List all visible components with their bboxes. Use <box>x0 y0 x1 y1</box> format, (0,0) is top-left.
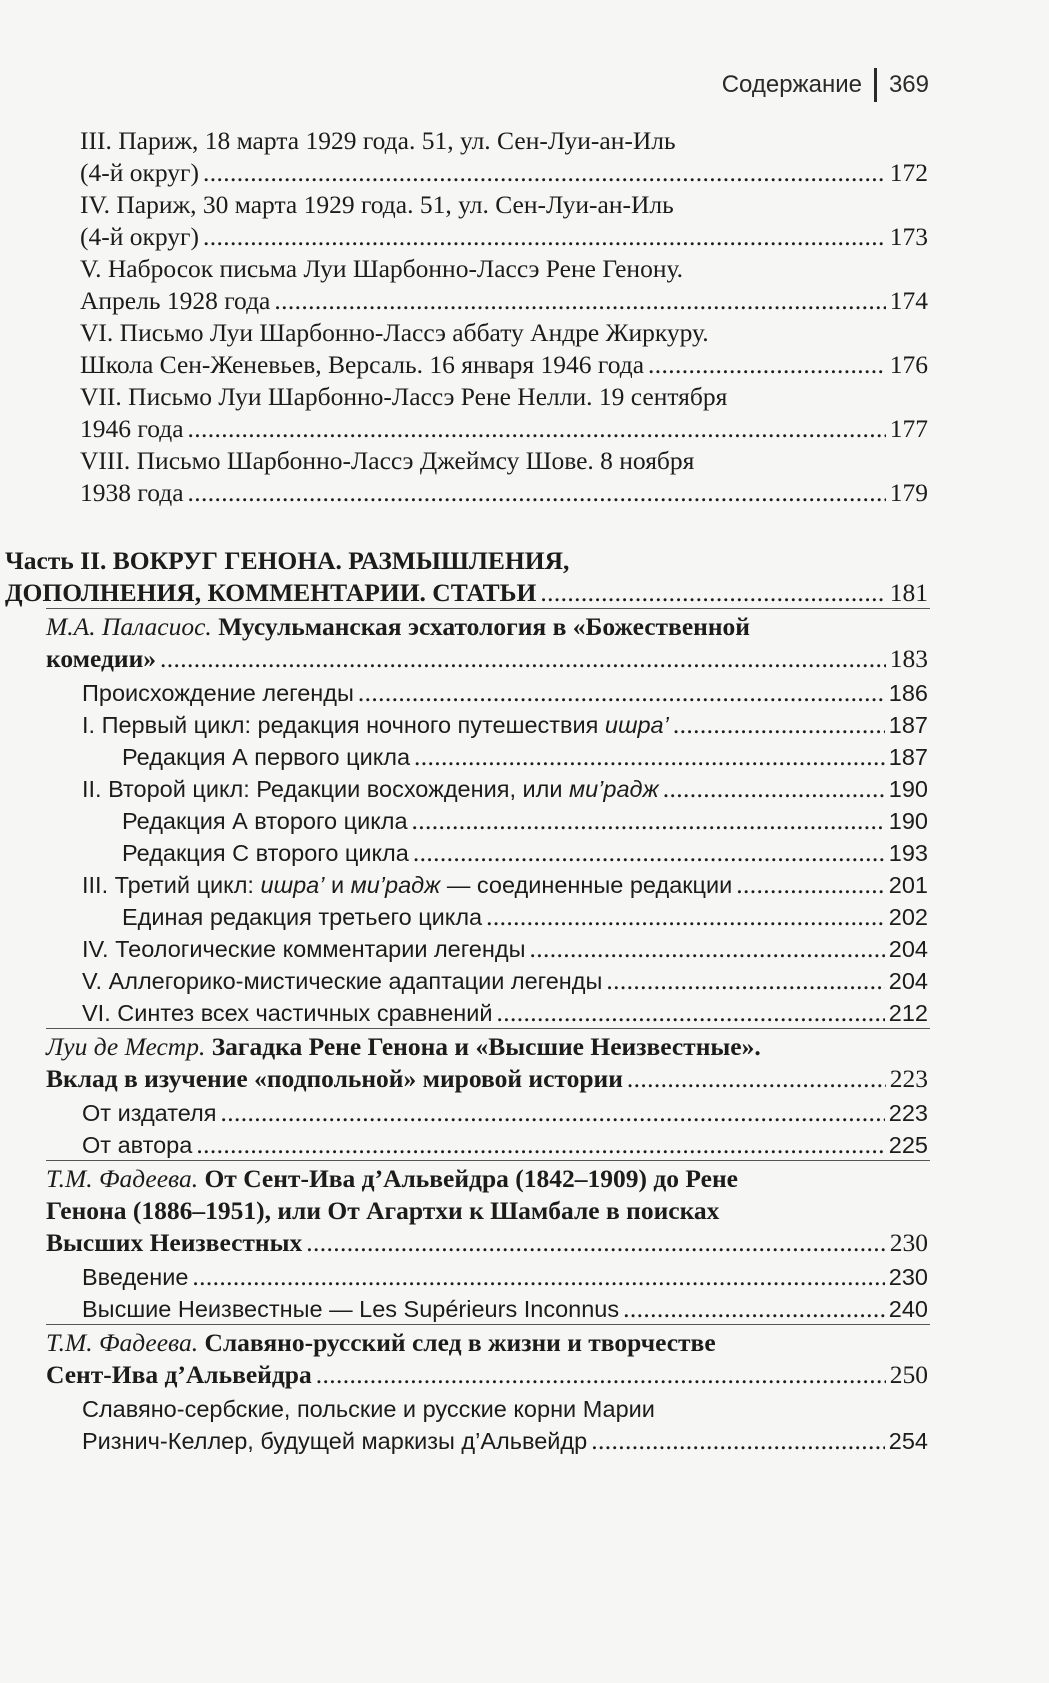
toc-title-text: ДОПОЛНЕНИЯ, КОММЕНТАРИИ. СТАТЬИ <box>5 578 537 607</box>
toc-title-text: V. Набросок письма Луи Шарбонно-Лассэ Рене Генону. <box>80 254 684 283</box>
toc-page-number: 173 <box>889 222 928 251</box>
toc-entry-title <box>46 610 750 644</box>
toc-entry-title <box>82 676 354 710</box>
toc-title-text: Вклад в изучение «подпольной» мировой истории <box>46 1064 623 1093</box>
toc-entry-line[interactable] <box>0 380 1049 414</box>
toc-page-number: 240 <box>888 1296 928 1322</box>
toc-entry-title <box>80 380 727 414</box>
toc-entry-line[interactable] <box>0 124 1049 158</box>
toc-entry-line[interactable] <box>0 836 1049 870</box>
toc-title-text: Введение <box>82 1264 189 1290</box>
toc-title-text: Часть II. ВОКРУГ ГЕНОНА. РАЗМЫШЛЕНИЯ, <box>5 546 570 575</box>
dot-leader <box>358 676 885 710</box>
toc-entry-line[interactable] <box>0 708 1049 742</box>
toc-page-number: 230 <box>888 1264 928 1290</box>
dot-leader <box>591 1424 885 1458</box>
page-number: 369 <box>888 71 929 98</box>
dot-leader <box>736 868 885 902</box>
toc-title-text: — соединенные редакции <box>440 872 733 898</box>
toc-entry-line[interactable] <box>0 804 1049 838</box>
toc-title-text: и <box>324 872 351 898</box>
toc-entry-line[interactable] <box>0 284 1049 318</box>
toc-page-number: 176 <box>889 350 928 379</box>
toc-entry-title <box>122 836 409 870</box>
toc-entry-line[interactable] <box>0 156 1049 190</box>
toc-entry-title <box>5 576 536 610</box>
toc-entry-title <box>122 740 410 774</box>
toc-author: Т.М. Фадеева. <box>46 1328 199 1357</box>
toc-entry-line[interactable] <box>0 1226 1049 1260</box>
toc-title-text: VI. Письмо Луи Шарбонно-Лассэ аббату Андре Жиркуру. <box>80 318 709 347</box>
toc-emphasis: ишра’ <box>604 712 669 738</box>
toc-title-text: Редакция А второго цикла <box>122 808 408 834</box>
toc-entry-line[interactable] <box>0 252 1049 286</box>
toc-title-text: Апрель 1928 года <box>80 286 271 315</box>
toc-title-text: 1938 года <box>80 478 184 507</box>
toc-entry-title <box>82 1128 192 1162</box>
toc-entry-title <box>82 996 493 1030</box>
toc-entry-title <box>82 1260 188 1294</box>
toc-entry-line[interactable] <box>0 444 1049 478</box>
dot-leader <box>497 996 885 1030</box>
toc-entry-title <box>46 1226 302 1260</box>
toc-entry-title <box>82 932 525 966</box>
toc-entry-line[interactable] <box>0 1162 1049 1196</box>
toc-entry-title <box>46 1358 312 1392</box>
toc-title-text: Происхождение легенды <box>82 680 354 706</box>
toc-entry-line[interactable] <box>0 1260 1049 1294</box>
toc-entry-line[interactable] <box>0 316 1049 350</box>
toc-entry-line[interactable] <box>0 348 1049 382</box>
toc-page-number: 183 <box>889 644 928 673</box>
dot-leader <box>627 1062 886 1096</box>
toc-entry-line[interactable] <box>0 1096 1049 1130</box>
toc-entry-line[interactable] <box>0 476 1049 510</box>
toc-page-number: 204 <box>888 936 928 962</box>
toc-entry-title <box>82 1292 619 1326</box>
toc-page-number: 225 <box>888 1132 928 1158</box>
toc-entry-line[interactable] <box>0 1424 1049 1458</box>
toc-entry-title <box>46 1326 716 1360</box>
toc-entry-line[interactable] <box>0 642 1049 676</box>
toc-title-text: Загадка Рене Генона и «Высшие Неизвестные». <box>211 1032 761 1061</box>
toc-title-text: VII. Письмо Луи Шарбонно-Лассэ Рене Нелли. 19 сентября <box>80 382 728 411</box>
toc-entry-title <box>80 412 184 446</box>
toc-emphasis: ми’радж <box>350 872 441 898</box>
running-head-title: Содержание <box>721 71 862 98</box>
toc-page-number: 201 <box>888 872 928 898</box>
toc-entry-title <box>46 1030 761 1064</box>
toc-title-text: VI. Синтез всех частичных сравнений <box>82 1000 493 1026</box>
toc-page-number: 190 <box>888 776 928 802</box>
toc-entry-line[interactable] <box>0 1194 1049 1228</box>
toc-page-number: 172 <box>889 158 928 187</box>
toc-entry-line[interactable] <box>0 1358 1049 1392</box>
running-head-divider <box>874 68 877 102</box>
dot-leader <box>188 476 886 510</box>
dot-leader <box>412 804 885 838</box>
toc-page-number: 230 <box>889 1228 928 1257</box>
dot-leader <box>274 284 885 318</box>
toc-page-number: 187 <box>888 712 928 738</box>
toc-page-number: 223 <box>888 1100 928 1126</box>
toc-entry-title <box>80 444 694 478</box>
toc-entry-line[interactable] <box>0 676 1049 710</box>
toc-entry-title <box>80 476 184 510</box>
toc-title-text: 1946 года <box>80 414 184 443</box>
toc-entry-title <box>80 348 644 382</box>
dot-leader <box>306 1226 885 1260</box>
toc-entry-title <box>80 252 683 286</box>
toc-title-text: IV. Теологические комментарии легенды <box>82 936 526 962</box>
toc-page-number: 187 <box>888 744 928 770</box>
toc-emphasis: ми’радж <box>569 776 659 802</box>
toc-title-text: Единая редакция третьего цикла <box>122 904 483 930</box>
dot-leader <box>540 576 885 610</box>
toc-page-number: 177 <box>889 414 928 443</box>
dot-leader <box>648 348 886 382</box>
dot-leader <box>623 1292 885 1326</box>
toc-entry-title <box>82 964 602 998</box>
toc-entry-line[interactable] <box>0 1030 1049 1064</box>
toc-entry-title <box>46 1194 719 1228</box>
dot-leader <box>220 1096 884 1130</box>
toc-entry-line[interactable] <box>0 412 1049 446</box>
toc-entry-title <box>80 220 199 254</box>
toc-entry-line[interactable] <box>0 868 1049 902</box>
toc-entry-title <box>80 284 270 318</box>
toc-entry-title <box>5 544 569 578</box>
toc-entry-line[interactable] <box>0 1128 1049 1162</box>
toc-page-number: 254 <box>888 1428 928 1454</box>
dot-leader <box>160 642 886 676</box>
toc-entry-title <box>122 900 482 934</box>
toc-title-text: комедии» <box>46 644 157 673</box>
toc-title-text: Высших Неизвестных <box>46 1228 303 1257</box>
toc-page-number: 250 <box>889 1360 928 1389</box>
toc-page-number: 202 <box>888 904 928 930</box>
dot-leader <box>196 1128 884 1162</box>
toc-title-text: Редакция А первого цикла <box>122 744 411 770</box>
toc-page-number: 193 <box>888 840 928 866</box>
toc-entry-line[interactable] <box>0 1392 1049 1426</box>
toc-entry-line[interactable] <box>0 1326 1049 1360</box>
toc-entry-line[interactable] <box>0 610 1049 644</box>
toc-page-number: 179 <box>889 478 928 507</box>
toc-entry-line[interactable] <box>0 1062 1049 1096</box>
toc-title-text: Сент-Ива д’Альвейдра <box>46 1360 312 1389</box>
dot-leader <box>203 156 886 190</box>
dot-leader <box>673 708 885 742</box>
toc-entry-title <box>80 188 674 222</box>
toc-author: Луи де Местр. <box>46 1032 206 1061</box>
toc-title-text: II. Второй цикл: Редакции восхождения, или <box>82 776 569 802</box>
toc-author: М.А. Паласиос. <box>46 612 212 641</box>
toc-entry-line[interactable] <box>0 576 1049 610</box>
toc-entry-title <box>80 156 199 190</box>
toc-emphasis: ишра’ <box>260 872 325 898</box>
toc-page-number: 174 <box>889 286 928 315</box>
dot-leader <box>663 772 885 806</box>
toc-entry-title <box>46 642 156 676</box>
toc-title-text: Мусульманская эсхатология в «Божественной <box>218 612 750 641</box>
toc-title-text: V. Аллегорико-мистические адаптации легенды <box>82 968 603 994</box>
toc-title-text: (4-й округ) <box>80 158 200 187</box>
toc-entry-line[interactable] <box>0 996 1049 1030</box>
toc-entry-title <box>46 1062 623 1096</box>
toc-page-number: 190 <box>888 808 928 834</box>
toc-title-text: Славяно-сербские, польские и русские корни Марии <box>82 1396 655 1422</box>
toc-title-text: Генона (1886–1951), или От Агартхи к Шамбале в поисках <box>46 1196 720 1225</box>
toc-title-text: Школа Сен-Женевьев, Версаль. 16 января 1946 года <box>80 350 645 379</box>
dot-leader <box>192 1260 884 1294</box>
toc-entry-title <box>46 1162 738 1196</box>
toc-entry-line[interactable] <box>0 544 1049 578</box>
toc-entry-line[interactable] <box>0 1292 1049 1326</box>
toc-title-text: IV. Париж, 30 марта 1929 года. 51, ул. Сен-Луи-ан-Иль <box>80 190 674 219</box>
toc-entry-title <box>82 1392 655 1426</box>
toc-author: Т.М. Фадеева. <box>46 1164 199 1193</box>
toc-entry-line[interactable] <box>0 188 1049 222</box>
toc-page-number: 186 <box>888 680 928 706</box>
toc-entry-title <box>82 708 669 742</box>
toc-title-text: От издателя <box>82 1100 217 1126</box>
toc-title-text: VIII. Письмо Шарбонно-Лассэ Джеймсу Шове. 8 ноября <box>80 446 695 475</box>
toc-title-text: Ризнич-Келлер, будущей маркизы д’Альвейдр <box>82 1428 588 1454</box>
toc-page-number: 212 <box>888 1000 928 1026</box>
toc-title-text: От Сент-Ива д’Альвейдра (1842–1909) до Рене <box>204 1164 738 1193</box>
toc-entry-title <box>82 1096 216 1130</box>
toc-entry-line[interactable] <box>0 964 1049 998</box>
dot-leader <box>414 740 885 774</box>
toc-entry-line[interactable] <box>0 772 1049 806</box>
running-head <box>722 68 929 102</box>
toc-entry-title <box>80 316 709 350</box>
toc-title-text: I. Первый цикл: редакция ночного путешествия <box>82 712 605 738</box>
toc-title-text: Славяно-русский след в жизни и творчестве <box>204 1328 716 1357</box>
toc-page-number: 181 <box>889 578 928 607</box>
toc-entry-title <box>82 868 732 902</box>
toc-title-text: III. Третий цикл: <box>82 872 261 898</box>
toc-title-text: III. Париж, 18 марта 1929 года. 51, ул. Сен-Луи-ан-Иль <box>80 126 676 155</box>
toc-entry-title <box>122 804 408 838</box>
toc-entry-title <box>82 772 659 806</box>
toc-entry-line[interactable] <box>0 740 1049 774</box>
dot-leader <box>188 412 886 446</box>
toc-entry-line[interactable] <box>0 900 1049 934</box>
toc-title-text: Высшие Неизвестные — Les Supérieurs Inconnus <box>82 1296 620 1322</box>
dot-leader <box>203 220 886 254</box>
dot-leader <box>316 1358 886 1392</box>
toc-page-number: 223 <box>889 1064 928 1093</box>
dot-leader <box>413 836 885 870</box>
toc-page-number: 204 <box>888 968 928 994</box>
toc-title-text: От автора <box>82 1132 193 1158</box>
toc-title-text: Редакция С второго цикла <box>122 840 409 866</box>
toc-entry-title <box>82 1424 587 1458</box>
dot-leader <box>529 932 884 966</box>
dot-leader <box>486 900 885 934</box>
dot-leader <box>606 964 884 998</box>
toc-entry-line[interactable] <box>0 220 1049 254</box>
toc-title-text: (4-й округ) <box>80 222 200 251</box>
toc-entry-line[interactable] <box>0 932 1049 966</box>
toc-entry-title <box>80 124 676 158</box>
